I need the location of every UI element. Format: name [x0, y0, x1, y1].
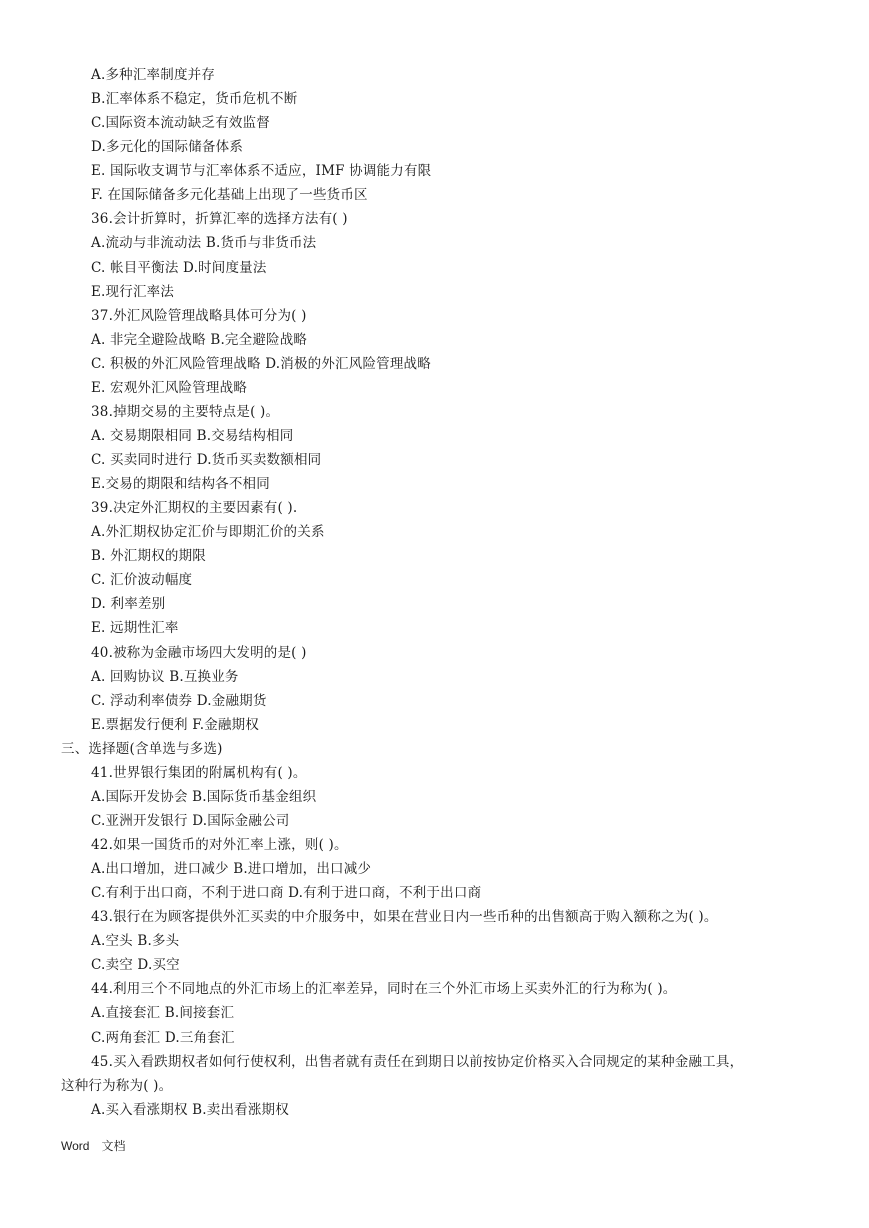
option-line: A. 交易期限相同 B.交易结构相同 — [91, 428, 294, 444]
option-line: C. 帐目平衡法 D.时间度量法 — [91, 260, 267, 276]
question-line: 37.外汇风险管理战略具体可分为( ) — [91, 308, 307, 324]
option-line: A.直接套汇 B.间接套汇 — [91, 1005, 235, 1021]
option-line: A.买入看涨期权 B.卖出看涨期权 — [91, 1102, 289, 1118]
option-line: B. 外汇期权的期限 — [91, 548, 207, 564]
question-line: 43.银行在为顾客提供外汇买卖的中介服务中，如果在营业日内一些币种的出售额高于购入额称之为( )。 — [91, 909, 718, 925]
option-line: C.亚洲开发银行 D.国际金融公司 — [91, 813, 290, 829]
option-line: C. 汇价波动幅度 — [91, 572, 193, 588]
question-line: 40.被称为金融市场四大发明的是( ) — [91, 645, 307, 661]
question-line: 39.决定外汇期权的主要因素有( ). — [91, 500, 298, 516]
question-line: 38.掉期交易的主要特点是( )。 — [91, 404, 280, 420]
question-line: 42.如果一国货币的对外汇率上涨，则( )。 — [91, 837, 348, 853]
option-line: D. 利率差别 — [91, 596, 166, 612]
option-line: A.空头 B.多头 — [91, 933, 180, 949]
option-line: E. 远期性汇率 — [91, 620, 179, 636]
option-line: C.两角套汇 D.三角套汇 — [91, 1030, 235, 1046]
option-line: A.外汇期权协定汇价与即期汇价的关系 — [91, 524, 325, 540]
question-continuation-line: 这种行为称为( )。 — [61, 1078, 173, 1094]
question-line: 45.买入看跌期权者如何行使权利，出售者就有责任在到期日以前按协定价格买入合同规定的某种金融工具， — [91, 1054, 744, 1070]
option-line: A. 非完全避险战略 B.完全避险战略 — [91, 332, 308, 348]
option-line: A.流动与非流动法 B.货币与非货币法 — [91, 235, 317, 251]
option-line: E.现行汇率法 — [91, 284, 175, 300]
text-line: A.多种汇率制度并存 — [91, 67, 216, 83]
option-line: C.卖空 D.买空 — [91, 957, 180, 973]
text-line: D.多元化的国际储备体系 — [91, 139, 244, 155]
text-line: F. 在国际储备多元化基础上出现了一些货币区 — [91, 187, 368, 203]
option-line: C. 浮动利率债券 D.金融期货 — [91, 693, 267, 709]
option-line: C. 买卖同时进行 D.货币买卖数额相同 — [91, 452, 322, 468]
option-line: A.出口增加，进口减少 B.进口增加，出口减少 — [91, 861, 372, 877]
option-line: A. 回购协议 B.互换业务 — [91, 669, 239, 685]
question-line: 36.会计折算时，折算汇率的选择方法有( ) — [91, 211, 348, 227]
option-line: A.国际开发协会 B.国际货币基金组织 — [91, 789, 317, 805]
question-line: 44.利用三个不同地点的外汇市场上的汇率差异，同时在三个外汇市场上买卖外汇的行为称为( )。 — [91, 981, 677, 997]
option-line: C. 积极的外汇风险管理战略 D.消极的外汇风险管理战略 — [91, 356, 431, 372]
section-heading: 三、选择题(含单选与多选) — [61, 741, 223, 757]
option-line: E. 宏观外汇风险管理战略 — [91, 380, 248, 396]
option-line: E.交易的期限和结构各不相同 — [91, 476, 270, 492]
option-line: C.有利于出口商，不利于进口商 D.有利于进口商，不利于出口商 — [91, 885, 482, 901]
text-line: E. 国际收支调节与汇率体系不适应，IMF 协调能力有限 — [91, 163, 432, 179]
text-line: C.国际资本流动缺乏有效监督 — [91, 115, 270, 131]
page-footer: Word 文档 — [61, 1139, 126, 1153]
option-line: E.票据发行便利 F.金融期权 — [91, 717, 259, 733]
question-line: 41.世界银行集团的附属机构有( )。 — [91, 765, 307, 781]
text-line: B.汇率体系不稳定，货币危机不断 — [91, 91, 298, 107]
